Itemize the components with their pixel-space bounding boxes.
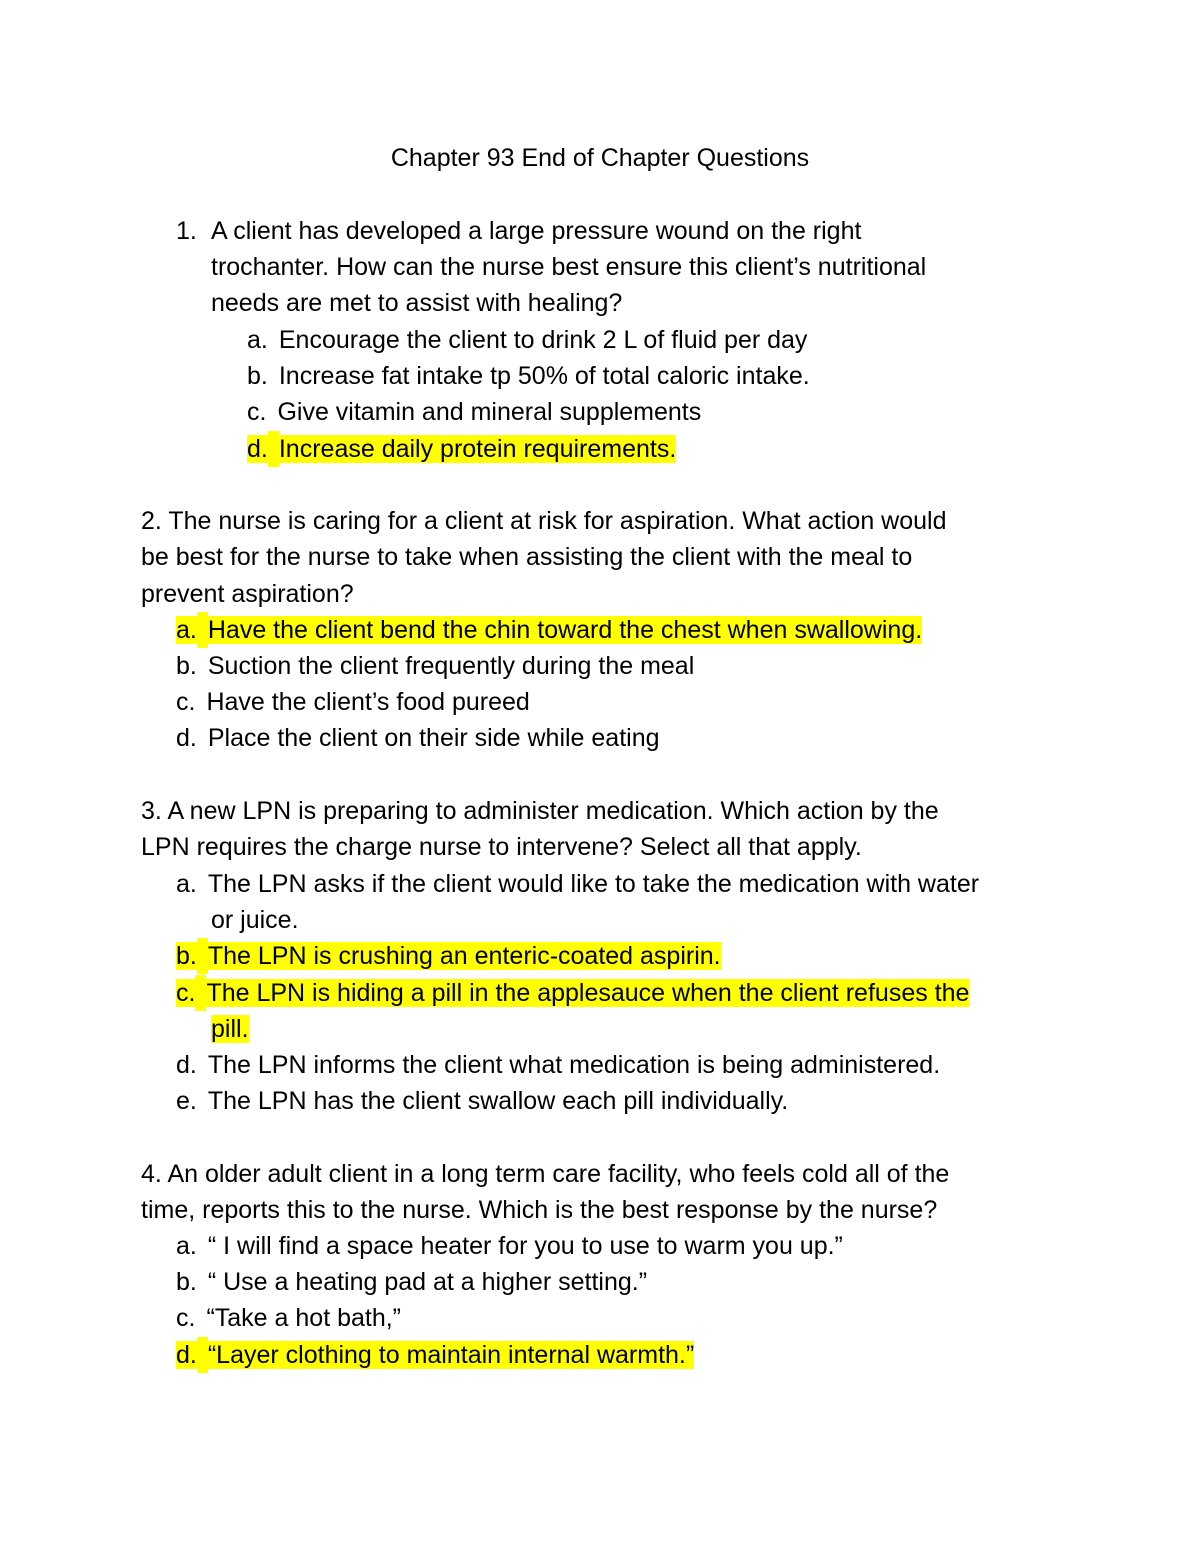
answer-option-correct (176, 612, 922, 648)
question-number: 4. (141, 1160, 162, 1188)
question-stem-line: needs are met to assist with healing? (211, 289, 623, 317)
answer-option-correct (176, 975, 969, 1011)
answer-option-correct (176, 938, 721, 974)
option-letter: c. (247, 398, 267, 426)
answer-option (176, 648, 694, 684)
answer-option (176, 720, 660, 756)
answer-option (176, 1047, 940, 1083)
question-number: 2. (141, 507, 162, 535)
option-letter: d. (176, 1341, 197, 1369)
option-letter: d. (176, 724, 197, 752)
option-text: The LPN has the client swallow each pill individually. (207, 1087, 789, 1115)
question-stem-line: 2. The nurse is caring for a client at risk for aspiration. What action would (141, 507, 947, 535)
answer-option (176, 684, 530, 720)
option-text: The LPN informs the client what medication is being administered. (207, 1051, 941, 1079)
answer-option (247, 322, 807, 358)
option-text-continued: pill. (211, 1015, 249, 1043)
option-text: “Take a hot bath,” (206, 1304, 402, 1332)
option-text: Give vitamin and mineral supplements (277, 398, 702, 426)
option-text: Increase daily protein requirements. (278, 435, 677, 463)
option-letter: c. (176, 979, 196, 1007)
option-text: Have the client bend the chin toward the chest when swallowing. (207, 616, 923, 644)
question-stem-line: time, reports this to the nurse. Which is the best response by the nurse? (141, 1196, 938, 1224)
answer-option (176, 866, 979, 902)
option-text: Increase fat intake tp 50% of total caloric intake. (278, 362, 810, 390)
option-text: “ Use a heating pad at a higher setting.” (207, 1268, 648, 1296)
option-letter: b. (247, 362, 268, 390)
option-letter: a. (247, 326, 268, 354)
answer-option-correct (247, 431, 676, 467)
option-text: “ I will find a space heater for you to use to warm you up.” (207, 1232, 843, 1260)
option-letter: e. (176, 1087, 197, 1115)
answer-option (247, 394, 701, 430)
option-text-continued: or juice. (211, 906, 299, 934)
option-letter: d. (176, 1051, 197, 1079)
answer-option (176, 1264, 647, 1300)
option-letter: d. (247, 435, 268, 463)
option-text: Place the client on their side while eating (207, 724, 660, 752)
option-letter: a. (176, 870, 197, 898)
option-letter: b. (176, 652, 197, 680)
answer-option (176, 1083, 788, 1119)
answer-option (176, 1300, 401, 1336)
question-stem-line: 3. A new LPN is preparing to administer medication. Which action by the (141, 797, 939, 825)
option-text: Suction the client frequently during the meal (207, 652, 695, 680)
question-stem-line: LPN requires the charge nurse to intervene? Select all that apply. (141, 833, 862, 861)
question-number: 3. (141, 797, 162, 825)
answer-option (176, 1228, 843, 1264)
option-text: Have the client’s food pureed (206, 688, 530, 716)
option-letter: a. (176, 1232, 197, 1260)
option-text: “Layer clothing to maintain internal warmth.” (207, 1341, 695, 1369)
option-text: The LPN asks if the client would like to take the medication with water (207, 870, 980, 898)
option-letter: c. (176, 1304, 196, 1332)
question-stem-line: trochanter. How can the nurse best ensure this client’s nutritional (211, 253, 927, 281)
option-text: Encourage the client to drink 2 L of fluid per day (278, 326, 808, 354)
question-stem-line: 4. An older adult client in a long term care facility, who feels cold all of the (141, 1160, 950, 1188)
option-letter: b. (176, 942, 197, 970)
option-text: The LPN is hiding a pill in the applesauce when the client refuses the (206, 979, 970, 1007)
page-title: Chapter 93 End of Chapter Questions (390, 144, 810, 172)
question-stem-line: prevent aspiration? (141, 580, 354, 608)
answer-option-correct (176, 1337, 694, 1373)
option-letter: b. (176, 1268, 197, 1296)
question-stem-line: A client has developed a large pressure wound on the right (211, 217, 862, 245)
option-text: The LPN is crushing an enteric-coated aspirin. (207, 942, 721, 970)
question-stem-line: be best for the nurse to take when assisting the client with the meal to (141, 543, 913, 571)
option-letter: a. (176, 616, 197, 644)
option-letter: c. (176, 688, 196, 716)
answer-option (247, 358, 810, 394)
question-number: 1. (176, 217, 197, 245)
